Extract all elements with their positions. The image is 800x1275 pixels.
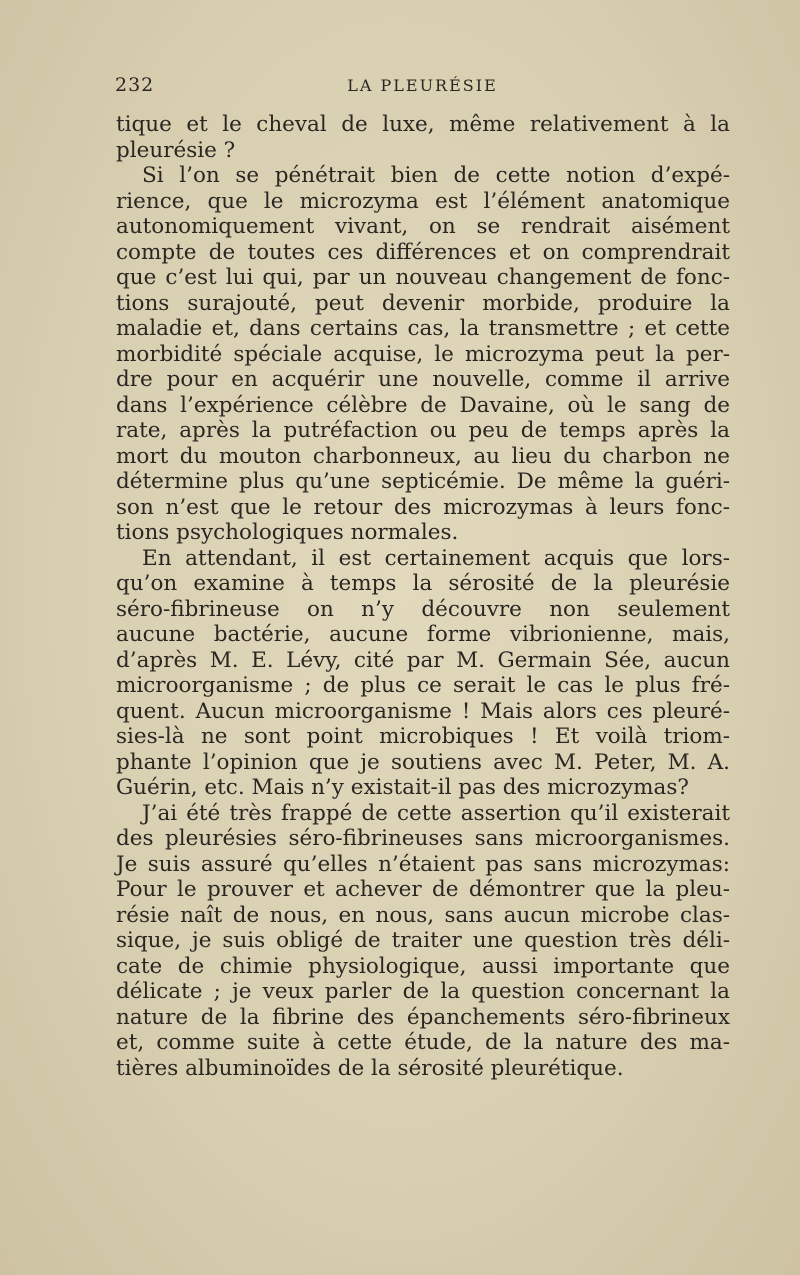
text-line: pleurésie ? <box>116 137 236 163</box>
text-line: détermine plus qu’une septicémie. De même la guéri- <box>116 469 730 494</box>
text-line: tières albuminoïdes de la sérosité pleurétique. <box>116 1055 624 1081</box>
text-line: Guérin, etc. Mais n’y existait-il pas des microzymas? <box>116 775 689 800</box>
body-text <box>116 112 730 1081</box>
text-line: qu’on examine à temps la sérosité de la pleurésie <box>116 571 730 596</box>
text-line: et, comme suite à cette étude, de la nature des ma- <box>116 1030 730 1055</box>
text-line: En attendant, il est certainement acquis que lors- <box>142 545 730 571</box>
text-line: rience, que le microzyma est l’élément anatomique <box>116 188 730 214</box>
text-line: d’après M. E. Lévy, cité par M. Germain Sée, aucun <box>116 647 730 673</box>
text-line: sique, je suis obligé de traiter une question très déli- <box>116 928 730 953</box>
text-line: rate, après la putréfaction ou peu de temps après la <box>116 418 730 443</box>
text-line: nature de la fibrine des épanchements séro-fibrineux <box>116 1004 730 1030</box>
text-line: dre pour en acquérir une nouvelle, comme il arrive <box>116 367 730 392</box>
text-line: séro-fibrineuse on n’y découvre non seulement <box>116 596 730 622</box>
text-line: J’ai été très frappé de cette assertion qu’il existerait <box>142 800 730 826</box>
running-title: LA PLEURÉSIE <box>347 76 498 95</box>
text-line: des pleurésies séro-fibrineuses sans microorganismes. <box>116 826 730 851</box>
text-line: son n’est que le retour des microzymas à leurs fonc- <box>116 494 730 520</box>
text-line: tions surajouté, peut devenir morbide, produire la <box>116 290 730 316</box>
text-line: cate de chimie physiologique, aussi importante que <box>116 953 730 979</box>
text-line: autonomiquement vivant, on se rendrait aisément <box>116 214 730 239</box>
text-line: phante l’opinion que je soutiens avec M. Peter, M. A. <box>116 749 730 775</box>
text-line: Pour le prouver et achever de démontrer que la pleu- <box>116 877 730 902</box>
page-number: 232 <box>115 74 155 96</box>
text-line: aucune bactérie, aucune forme vibrionienne, mais, <box>116 622 730 647</box>
text-line: quent. Aucun microorganisme ! Mais alors ces pleuré- <box>116 698 730 724</box>
text-line: Je suis assuré qu’elles n’étaient pas sans microzymas: <box>116 851 730 877</box>
text-line: maladie et, dans certains cas, la transmettre ; et cette <box>116 316 730 341</box>
text-line: mort du mouton charbonneux, au lieu du charbon ne <box>116 443 730 469</box>
text-line: dans l’expérience célèbre de Davaine, où le sang de <box>116 392 730 418</box>
text-line: résie naît de nous, en nous, sans aucun microbe clas- <box>116 902 730 928</box>
text-line: que c’est lui qui, par un nouveau changement de fonc- <box>116 265 730 290</box>
page-header <box>115 74 730 100</box>
text-line: Si l’on se pénétrait bien de cette notion d’expé- <box>142 163 730 188</box>
text-line: microorganisme ; de plus ce serait le cas le plus fré- <box>116 673 730 698</box>
text-line: délicate ; je veux parler de la question concernant la <box>116 979 730 1004</box>
text-line: sies-là ne sont point microbiques ! Et voilà triom- <box>116 724 730 749</box>
text-line: morbidité spéciale acquise, le microzyma peut la per- <box>116 341 730 367</box>
text-line: tique et le cheval de luxe, même relativement à la <box>116 112 730 137</box>
text-line: compte de toutes ces différences et on comprendrait <box>116 239 730 265</box>
text-line: tions psychologiques normales. <box>116 520 459 545</box>
